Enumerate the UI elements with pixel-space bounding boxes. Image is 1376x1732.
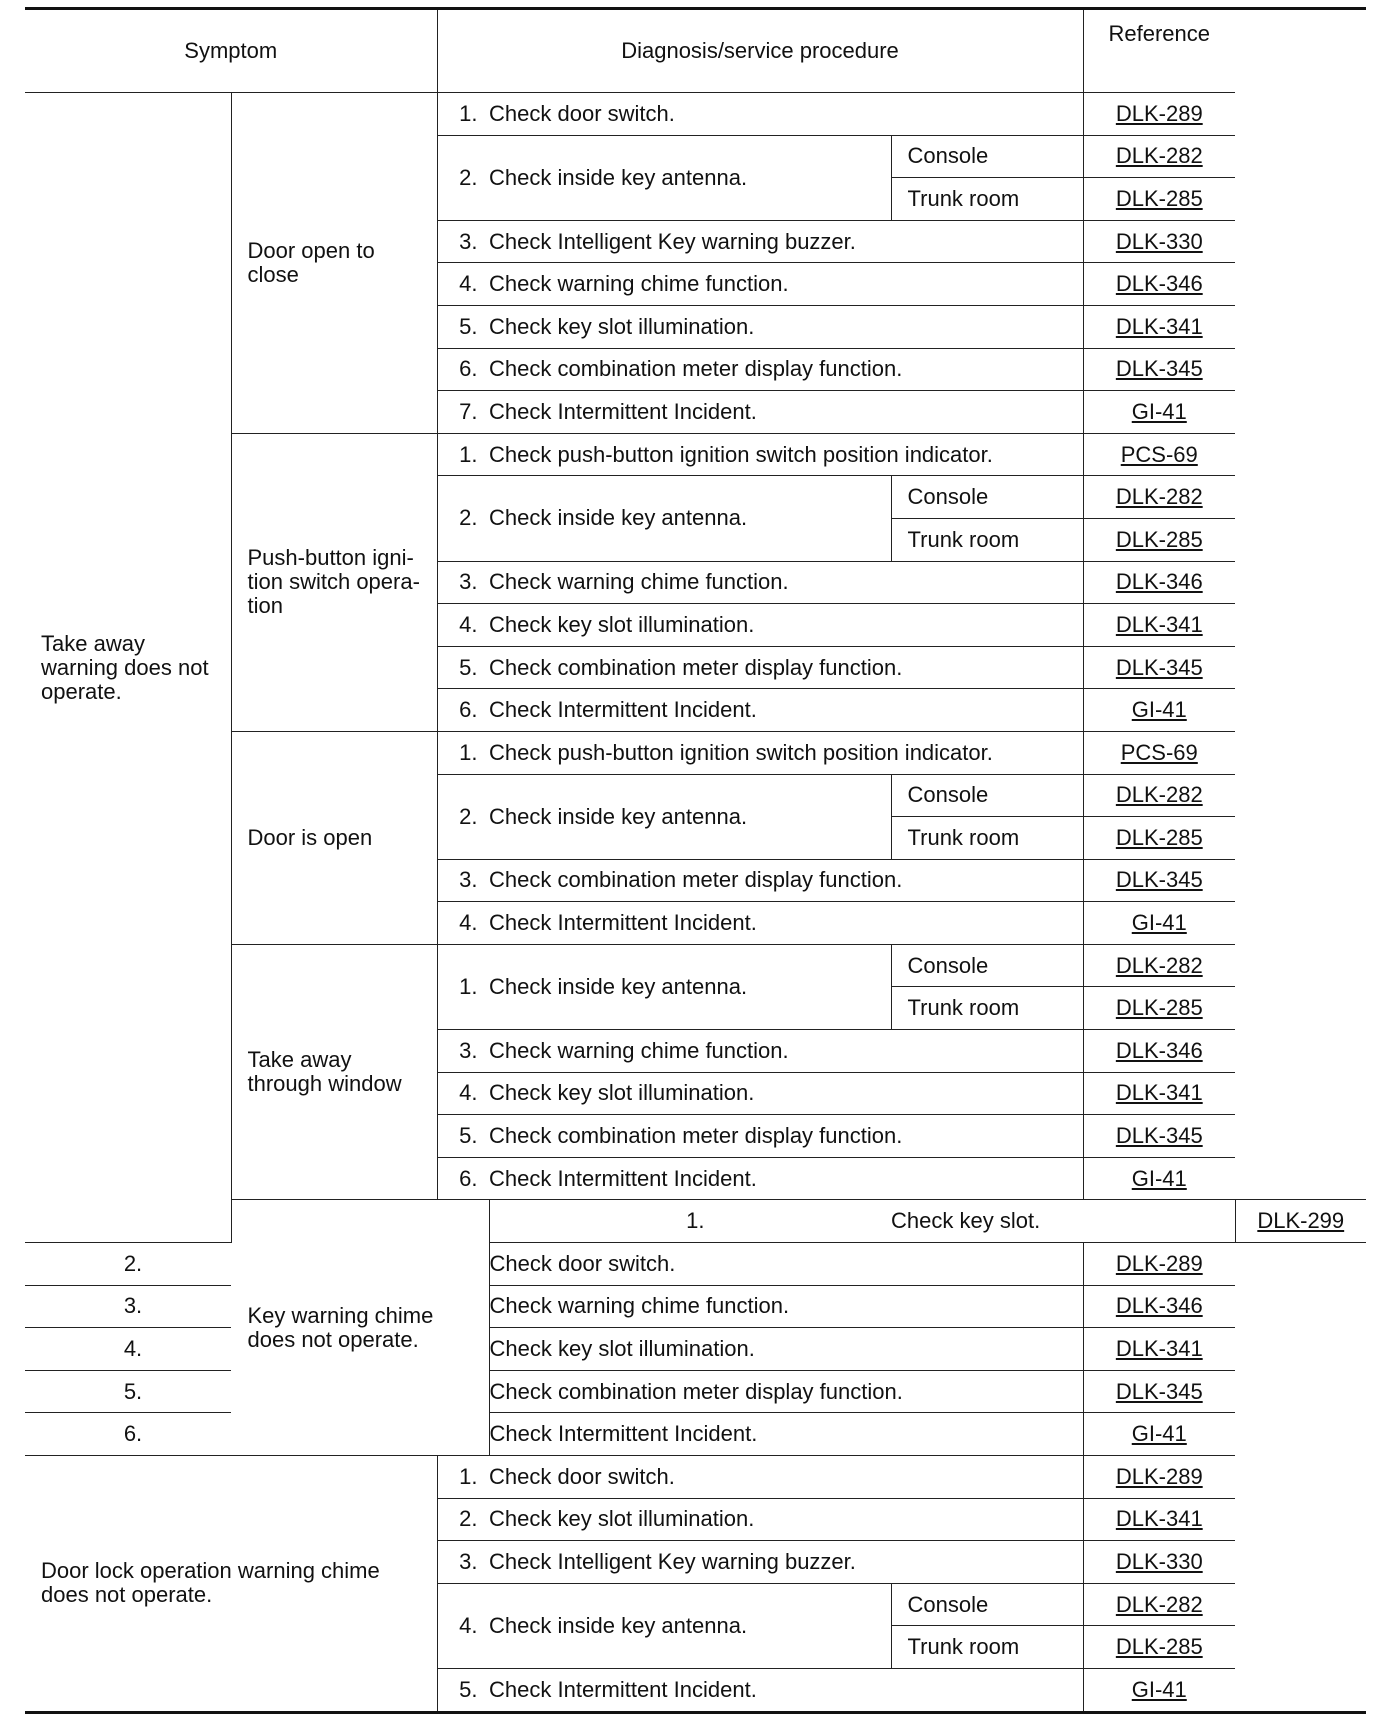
step-text: Check door switch. bbox=[489, 93, 1083, 136]
step-number: 5. bbox=[25, 1370, 231, 1413]
step-text: Check door switch. bbox=[489, 1243, 1083, 1286]
reference-link[interactable]: DLK-341 bbox=[1115, 1506, 1203, 1532]
step-text: Check warning chime function. bbox=[489, 561, 1083, 604]
reference-link[interactable]: GI-41 bbox=[1131, 1421, 1187, 1447]
step-text: Check combination meter display function. bbox=[489, 1115, 1083, 1158]
reference-link[interactable]: DLK-330 bbox=[1115, 228, 1203, 254]
reference-link[interactable]: GI-41 bbox=[1131, 1165, 1187, 1191]
reference-link[interactable]: GI-41 bbox=[1131, 1676, 1187, 1702]
step-text: Check Intelligent Key warning buzzer. bbox=[489, 220, 1083, 263]
step-number: 6. bbox=[25, 1413, 231, 1456]
reference-link[interactable]: DLK-345 bbox=[1115, 356, 1203, 382]
reference-cell bbox=[1083, 774, 1235, 817]
reference-link[interactable]: DLK-282 bbox=[1115, 143, 1203, 169]
reference-cell bbox=[1083, 561, 1235, 604]
reference-cell bbox=[1083, 1668, 1235, 1712]
header-symptom: Symptom bbox=[25, 9, 437, 93]
reference-cell bbox=[1083, 433, 1235, 476]
step-text: Check combination meter display function. bbox=[489, 859, 1083, 902]
reference-link[interactable]: DLK-345 bbox=[1115, 867, 1203, 893]
reference-cell bbox=[1083, 93, 1235, 136]
step-number: 3. bbox=[437, 1541, 489, 1584]
step-number: 6. bbox=[437, 348, 489, 391]
step-number: 1. bbox=[437, 1456, 489, 1499]
step-number: 5. bbox=[437, 1668, 489, 1712]
sublabel-trunk-room: Trunk room bbox=[891, 817, 1083, 860]
step-number: 4. bbox=[437, 1072, 489, 1115]
reference-link[interactable]: DLK-330 bbox=[1115, 1548, 1203, 1574]
reference-link[interactable]: DLK-285 bbox=[1115, 185, 1203, 211]
step-number: 2. bbox=[437, 476, 489, 561]
reference-cell bbox=[1083, 1456, 1235, 1499]
reference-link[interactable]: DLK-345 bbox=[1115, 1123, 1203, 1149]
reference-cell bbox=[1083, 731, 1235, 774]
subsymptom-door-is-open: Door is open bbox=[231, 731, 437, 944]
reference-cell bbox=[1083, 476, 1235, 519]
reference-link[interactable]: DLK-341 bbox=[1115, 1080, 1203, 1106]
step-text: Check combination meter display function. bbox=[489, 348, 1083, 391]
step-number: 1. bbox=[437, 731, 489, 774]
reference-link[interactable]: DLK-299 bbox=[1257, 1208, 1345, 1234]
step-text: Check Intermittent Incident. bbox=[489, 1413, 1083, 1456]
table-row bbox=[25, 1328, 1366, 1371]
step-number: 1. bbox=[437, 944, 489, 1029]
step-text: Check inside key antenna. bbox=[489, 476, 891, 561]
reference-link[interactable]: DLK-285 bbox=[1115, 1634, 1203, 1660]
step-text: Check key slot illumination. bbox=[489, 1328, 1083, 1371]
table-row bbox=[25, 93, 1366, 136]
step-text: Check push-button ignition switch position indicator. bbox=[489, 731, 1083, 774]
reference-link[interactable]: DLK-346 bbox=[1115, 569, 1203, 595]
reference-cell bbox=[1083, 391, 1235, 434]
table-row bbox=[25, 1413, 1366, 1456]
step-text: Check Intermittent Incident. bbox=[489, 902, 1083, 945]
step-number: 3. bbox=[437, 859, 489, 902]
reference-link[interactable]: DLK-345 bbox=[1115, 654, 1203, 680]
step-number: 6. bbox=[437, 689, 489, 732]
table-row bbox=[25, 1456, 1366, 1499]
reference-cell bbox=[1083, 1498, 1235, 1541]
table-row bbox=[25, 1285, 1366, 1328]
sublabel-trunk-room: Trunk room bbox=[891, 987, 1083, 1030]
step-text: Check Intermittent Incident. bbox=[489, 1668, 1083, 1712]
reference-cell bbox=[1083, 646, 1235, 689]
step-number: 5. bbox=[437, 305, 489, 348]
reference-link[interactable]: DLK-345 bbox=[1115, 1378, 1203, 1404]
step-text: Check key slot illumination. bbox=[489, 1498, 1083, 1541]
header-row bbox=[25, 9, 1366, 93]
reference-link[interactable]: DLK-285 bbox=[1115, 526, 1203, 552]
step-number: 4. bbox=[437, 263, 489, 306]
symptom-door-lock-chime: Door lock operation warning chime does not operate. bbox=[25, 1456, 437, 1713]
reference-link[interactable]: DLK-341 bbox=[1115, 1336, 1203, 1362]
reference-cell bbox=[1083, 1157, 1235, 1200]
reference-cell bbox=[1083, 263, 1235, 306]
reference-cell bbox=[1083, 987, 1235, 1030]
reference-link[interactable]: PCS-69 bbox=[1120, 441, 1198, 467]
step-text: Check key slot illumination. bbox=[489, 604, 1083, 647]
step-number: 2. bbox=[25, 1243, 231, 1286]
reference-cell bbox=[1083, 859, 1235, 902]
reference-link[interactable]: DLK-282 bbox=[1115, 952, 1203, 978]
sublabel-trunk-room: Trunk room bbox=[891, 518, 1083, 561]
step-number: 3. bbox=[437, 1030, 489, 1073]
step-number: 6. bbox=[437, 1157, 489, 1200]
reference-link[interactable]: DLK-282 bbox=[1115, 1591, 1203, 1617]
step-number: 3. bbox=[25, 1285, 231, 1328]
header-reference: Reference bbox=[1083, 9, 1235, 93]
subsymptom-take-away-window: Take away through window bbox=[231, 944, 437, 1200]
step-text: Check warning chime function. bbox=[489, 1030, 1083, 1073]
reference-link[interactable]: DLK-282 bbox=[1115, 782, 1203, 808]
reference-cell bbox=[1083, 817, 1235, 860]
symptom-key-warning-chime: Key warning chime does not operate. bbox=[231, 1200, 489, 1456]
reference-link[interactable]: GI-41 bbox=[1131, 910, 1187, 936]
step-number: 2. bbox=[437, 135, 489, 220]
step-text: Check key slot illumination. bbox=[489, 305, 1083, 348]
step-number: 2. bbox=[437, 1498, 489, 1541]
step-text: Check combination meter display function. bbox=[489, 1370, 1083, 1413]
reference-link[interactable]: DLK-282 bbox=[1115, 484, 1203, 510]
diagnosis-table bbox=[25, 7, 1366, 1714]
sublabel-trunk-room: Trunk room bbox=[891, 178, 1083, 221]
reference-cell bbox=[1083, 178, 1235, 221]
document bbox=[25, 7, 1366, 1714]
reference-cell bbox=[1083, 1072, 1235, 1115]
reference-link[interactable]: DLK-346 bbox=[1115, 1037, 1203, 1063]
reference-cell bbox=[1083, 135, 1235, 178]
step-text: Check inside key antenna. bbox=[489, 135, 891, 220]
step-number: 1. bbox=[437, 433, 489, 476]
step-text: Check Intermittent Incident. bbox=[489, 391, 1083, 434]
step-text: Check Intermittent Incident. bbox=[489, 1157, 1083, 1200]
step-text: Check combination meter display function. bbox=[489, 646, 1083, 689]
reference-link[interactable]: DLK-285 bbox=[1115, 824, 1203, 850]
reference-cell bbox=[1083, 1541, 1235, 1584]
reference-cell bbox=[1083, 1583, 1235, 1626]
step-text: Check push-button ignition switch position indicator. bbox=[489, 433, 1083, 476]
step-text: Check key slot illumination. bbox=[489, 1072, 1083, 1115]
sublabel-trunk-room: Trunk room bbox=[891, 1626, 1083, 1669]
reference-cell bbox=[1083, 1413, 1235, 1456]
reference-cell bbox=[1083, 518, 1235, 561]
symptom-take-away: Take away warning does not operate. bbox=[25, 93, 231, 1243]
subsymptom-push-button: Push-button igni-tion switch opera-tion bbox=[231, 433, 437, 731]
sublabel-console: Console bbox=[891, 135, 1083, 178]
reference-link[interactable]: GI-41 bbox=[1131, 398, 1187, 424]
reference-cell bbox=[1083, 305, 1235, 348]
reference-link[interactable]: GI-41 bbox=[1131, 697, 1187, 723]
step-number: 4. bbox=[437, 902, 489, 945]
reference-link[interactable]: DLK-346 bbox=[1115, 1293, 1203, 1319]
sublabel-console: Console bbox=[891, 774, 1083, 817]
step-number: 4. bbox=[25, 1328, 231, 1371]
reference-cell bbox=[1083, 1285, 1235, 1328]
reference-cell bbox=[1083, 1328, 1235, 1371]
step-number: 5. bbox=[437, 1115, 489, 1158]
sublabel-console: Console bbox=[891, 476, 1083, 519]
reference-link[interactable]: DLK-285 bbox=[1115, 995, 1203, 1021]
step-text: Check inside key antenna. bbox=[489, 774, 891, 859]
step-number: 1. bbox=[437, 93, 489, 136]
step-number: 5. bbox=[437, 646, 489, 689]
step-number: 7. bbox=[437, 391, 489, 434]
reference-link[interactable]: DLK-289 bbox=[1115, 100, 1203, 126]
reference-cell bbox=[1083, 902, 1235, 945]
header-procedure: Diagnosis/service procedure bbox=[437, 9, 1083, 93]
reference-cell bbox=[1083, 1115, 1235, 1158]
table-row bbox=[25, 1370, 1366, 1413]
step-text: Check warning chime function. bbox=[489, 1285, 1083, 1328]
reference-cell bbox=[1235, 1200, 1366, 1243]
reference-cell bbox=[1083, 1243, 1235, 1286]
step-text: Check warning chime function. bbox=[489, 263, 1083, 306]
reference-cell bbox=[1083, 604, 1235, 647]
step-number: 4. bbox=[437, 1583, 489, 1668]
table-row bbox=[25, 1243, 1366, 1286]
reference-cell bbox=[1083, 1030, 1235, 1073]
reference-cell bbox=[1083, 348, 1235, 391]
sublabel-console: Console bbox=[891, 944, 1083, 987]
step-number: 1. bbox=[489, 1200, 891, 1243]
reference-link[interactable]: DLK-289 bbox=[1115, 1250, 1203, 1276]
subsymptom-door-open-to-close: Door open to close bbox=[231, 93, 437, 434]
reference-link[interactable]: DLK-289 bbox=[1115, 1463, 1203, 1489]
step-number: 3. bbox=[437, 220, 489, 263]
reference-link[interactable]: DLK-341 bbox=[1115, 611, 1203, 637]
reference-cell bbox=[1083, 944, 1235, 987]
step-number: 2. bbox=[437, 774, 489, 859]
step-text: Check door switch. bbox=[489, 1456, 1083, 1499]
reference-cell bbox=[1083, 1626, 1235, 1669]
reference-link[interactable]: PCS-69 bbox=[1120, 739, 1198, 765]
reference-link[interactable]: DLK-341 bbox=[1115, 313, 1203, 339]
reference-link[interactable]: DLK-346 bbox=[1115, 271, 1203, 297]
reference-cell bbox=[1083, 689, 1235, 732]
reference-cell bbox=[1083, 220, 1235, 263]
reference-cell bbox=[1083, 1370, 1235, 1413]
sublabel-console: Console bbox=[891, 1583, 1083, 1626]
step-text: Check inside key antenna. bbox=[489, 1583, 891, 1668]
step-text: Check key slot. bbox=[891, 1200, 1235, 1243]
step-text: Check inside key antenna. bbox=[489, 944, 891, 1029]
step-text: Check Intelligent Key warning buzzer. bbox=[489, 1541, 1083, 1584]
step-number: 4. bbox=[437, 604, 489, 647]
step-number: 3. bbox=[437, 561, 489, 604]
step-text: Check Intermittent Incident. bbox=[489, 689, 1083, 732]
